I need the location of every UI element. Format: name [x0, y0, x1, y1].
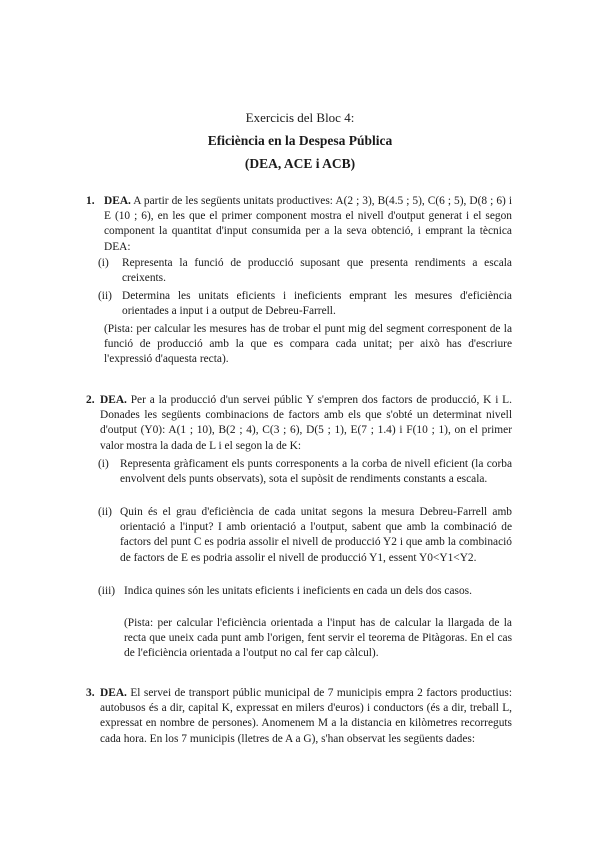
ex1-ii-marker: (ii) [98, 290, 112, 302]
ex1-i-text: Representa la funció de producció suposant que presenta rendiments a escala creixents. [122, 257, 512, 285]
ex3-label: DEA. [100, 687, 127, 699]
ex2-i-text: Representa gràficament els punts corresponents a la corba de nivell eficient (la corba envolvent dels punts observats), sota el supòsit de rendiments constants a escala. [120, 458, 512, 486]
ex1-label: DEA. [104, 195, 131, 207]
ex1-hint: (Pista: per calcular les mesures has de trobar el punt mig del segment corresponent de la funció de producció amb la que es compara cada unitat; per això has d'escriure l'expressió d'aquesta recta). [104, 323, 512, 366]
ex2-statement [100, 393, 512, 454]
ex3-text: El servei de transport públic municipal de 7 municipis empra 2 factors productius: autobusos és a dir, capital K, expressat en milers d'euros) i conductors (és a dir, treball L, expressat en nombre de persones). Anomenem M a la distancia en kilòmetres recorreguts cada hora. En los 7 municipis (lletres de A a G), s'han observat les següents dades: [100, 687, 512, 745]
ex1-text: A partir de les següents unitats productives: A(2 ; 3), B(4.5 ; 5), C(6 ; 5), D(8 ; 6) i E (10 ; 6), en les que el primer component mostra el nivell d'output generat i el segon component la quantitat d'input consumida per a la seva obtenció, i emprant la tècnica DEA: [104, 195, 512, 253]
ex2-iii-marker: (iii) [98, 585, 116, 597]
ex3-number: 3. [86, 687, 95, 699]
ex3-statement [100, 686, 512, 747]
ex1-number: 1. [86, 195, 95, 207]
ex1-ii-text: Determina les unitats eficients i ineficients emprant les mesures d'eficiència orientades a input i a output de Debreu-Farrell. [122, 290, 512, 318]
header-line-1: Exercicis del Bloc 4: [245, 110, 355, 125]
ex2-ii-marker: (ii) [98, 506, 112, 518]
ex2-i-marker: (i) [98, 458, 109, 470]
ex2-ii-text: Quin és el grau d'eficiència de cada unitat segons la mesura Debreu-Farrell amb orientació a l'input? I amb orientació a l'output, sabent que amb la combinació de factors del punt C es podria assolir el nivell de producció Y2 i que amb la combinació de factors de E es podria assolir el nivell de producció Y1, essent Y0<Y1<Y2. [120, 506, 512, 564]
ex1-statement [104, 194, 512, 255]
header-line-2: Eficiència en la Despesa Pública [207, 133, 393, 148]
ex2-hint: (Pista: per calcular l'eficiència orientada a l'input has de calcular la llargada de la recta que uneix cada punt amb l'origen, fent servir el teorema de Pitàgoras. En el cas de l'eficiència orientada a l'output no cal fer cap càlcul). [124, 617, 512, 660]
ex2-iii-text: Indica quines són les unitats eficients i ineficients en cada un dels dos casos. [124, 585, 472, 597]
ex1-i-marker: (i) [98, 257, 109, 269]
ex2-label: DEA. [100, 394, 127, 406]
ex2-number: 2. [86, 394, 95, 406]
header-line-3: (DEA, ACE i ACB) [244, 156, 356, 171]
ex2-text: Per a la producció d'un servei públic Y s'empren dos factors de producció, K i L. Donades les següents combinacions de factors amb els que s'obté un determinat nivell d'output (Y0): A(1 ; 10), B(2 ; 4), C(3 ; 6), D(5 ; 1), E(7 ; 1.4) i F(10 ; 1), on el primer valor mostra la dada de L i el segon la de K: [100, 394, 512, 452]
